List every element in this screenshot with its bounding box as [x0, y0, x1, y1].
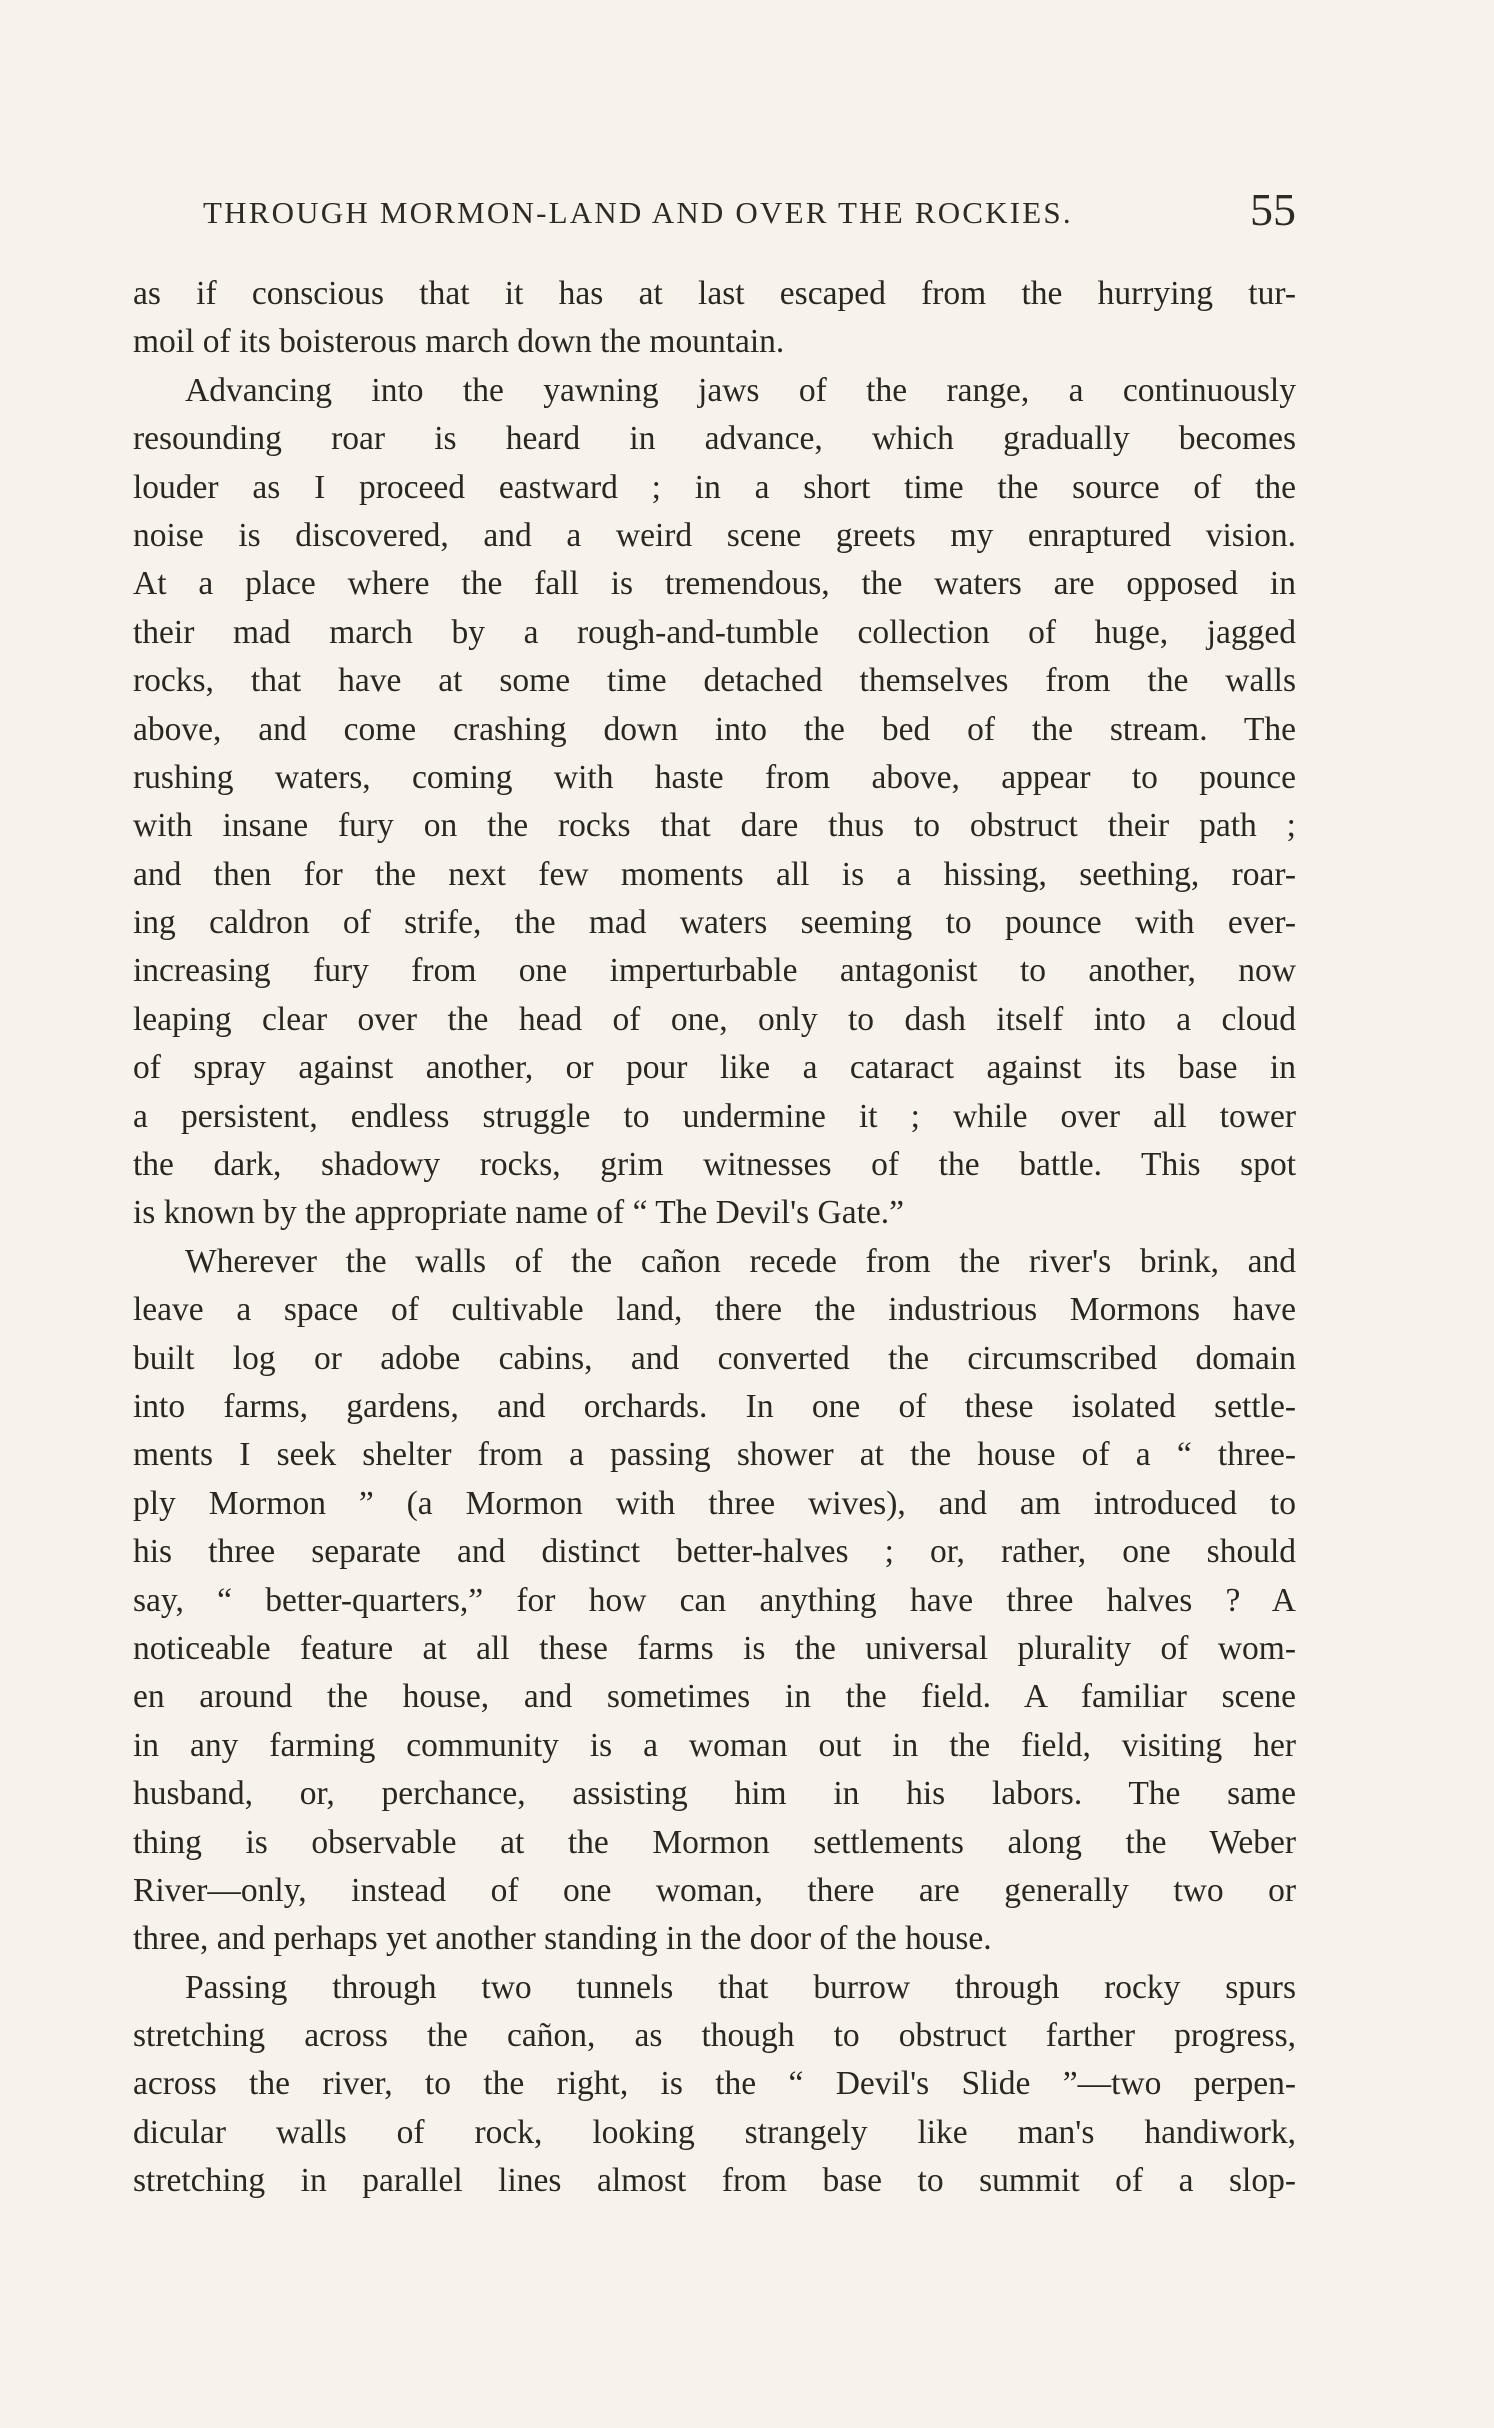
text-line: noise is discovered, and a weird scene greets my enraptured vision. — [133, 516, 1296, 554]
text-line: his three separate and distinct better-halves ; or, rather, one should — [133, 1533, 1296, 1571]
text-line: rushing waters, coming with haste from above, appear to pounce — [133, 758, 1296, 796]
text-line: leaping clear over the head of one, only to dash itself into a cloud — [133, 1000, 1296, 1038]
text-line: resounding roar is heard in advance, which gradually becomes — [133, 420, 1296, 458]
text-line: built log or adobe cabins, and converted the circumscribed domain — [133, 1339, 1296, 1377]
text-line: rocks, that have at some time detached themselves from the walls — [133, 662, 1296, 700]
text-line: of spray against another, or pour like a cataract against its base in — [133, 1049, 1296, 1087]
text-line: ing caldron of strife, the mad waters seeming to pounce with ever- — [133, 904, 1296, 942]
page-number: 55 — [1250, 184, 1296, 235]
text-line: Advancing into the yawning jaws of the range, a continuously — [185, 371, 1296, 409]
text-line: louder as I proceed eastward ; in a short time the source of the — [133, 468, 1296, 506]
text-line: husband, or, perchance, assisting him in his labors. The same — [133, 1775, 1296, 1813]
body-text — [133, 270, 1296, 2206]
text-line: increasing fury from one imperturbable antagonist to another, now — [133, 952, 1296, 990]
running-title: THROUGH MORMON-LAND AND OVER THE ROCKIES. — [203, 195, 1073, 230]
text-line: dicular walls of rock, looking strangely like man's handiwork, — [133, 2113, 1296, 2151]
text-line: Wherever the walls of the cañon recede from the river's brink, and — [185, 1242, 1296, 1280]
text-line: and then for the next few moments all is a hissing, seething, roar- — [133, 855, 1296, 893]
text-line: say, “ better-quarters,” for how can anything have three halves ? A — [133, 1581, 1296, 1619]
text-line: in any farming community is a woman out in the field, visiting her — [133, 1726, 1296, 1764]
text-line: en around the house, and sometimes in the field. A familiar scene — [133, 1678, 1296, 1716]
text-line: stretching across the cañon, as though to obstruct farther progress, — [133, 2017, 1296, 2055]
running-head — [133, 183, 1296, 243]
text-line: above, and come crashing down into the bed of the stream. The — [133, 710, 1296, 748]
text-line: across the river, to the right, is the “ Devil's Slide ”—two perpen- — [133, 2065, 1296, 2103]
text-line: a persistent, endless struggle to undermine it ; while over all tower — [133, 1097, 1296, 1135]
text-line: River—only, instead of one woman, there are generally two or — [133, 1871, 1296, 1909]
text-line: is known by the appropriate name of “ The Devil's Gate.” — [133, 1194, 905, 1232]
text-line: three, and perhaps yet another standing in the door of the house. — [133, 1920, 992, 1958]
text-line: noticeable feature at all these farms is the universal plurality of wom- — [133, 1629, 1296, 1667]
text-line: ply Mormon ” (a Mormon with three wives), and am introduced to — [133, 1484, 1296, 1522]
text-line: Passing through two tunnels that burrow through rocky spurs — [185, 1968, 1296, 2006]
text-line: At a place where the fall is tremendous, the waters are opposed in — [133, 565, 1296, 603]
text-line: as if conscious that it has at last escaped from the hurrying tur- — [133, 275, 1296, 312]
text-line: the dark, shadowy rocks, grim witnesses of the battle. This spot — [133, 1146, 1296, 1184]
text-line: ments I seek shelter from a passing shower at the house of a “ three- — [133, 1436, 1296, 1474]
text-line: stretching in parallel lines almost from base to summit of a slop- — [133, 2162, 1296, 2200]
text-line: leave a space of cultivable land, there the industrious Mormons have — [133, 1291, 1296, 1329]
text-line: thing is observable at the Mormon settlements along the Weber — [133, 1823, 1296, 1861]
text-line: with insane fury on the rocks that dare thus to obstruct their path ; — [133, 807, 1296, 845]
text-line: moil of its boisterous march down the mountain. — [133, 323, 785, 361]
text-line: into farms, gardens, and orchards. In one of these isolated settle- — [133, 1387, 1296, 1425]
text-line: their mad march by a rough-and-tumble collection of huge, jagged — [133, 613, 1296, 651]
